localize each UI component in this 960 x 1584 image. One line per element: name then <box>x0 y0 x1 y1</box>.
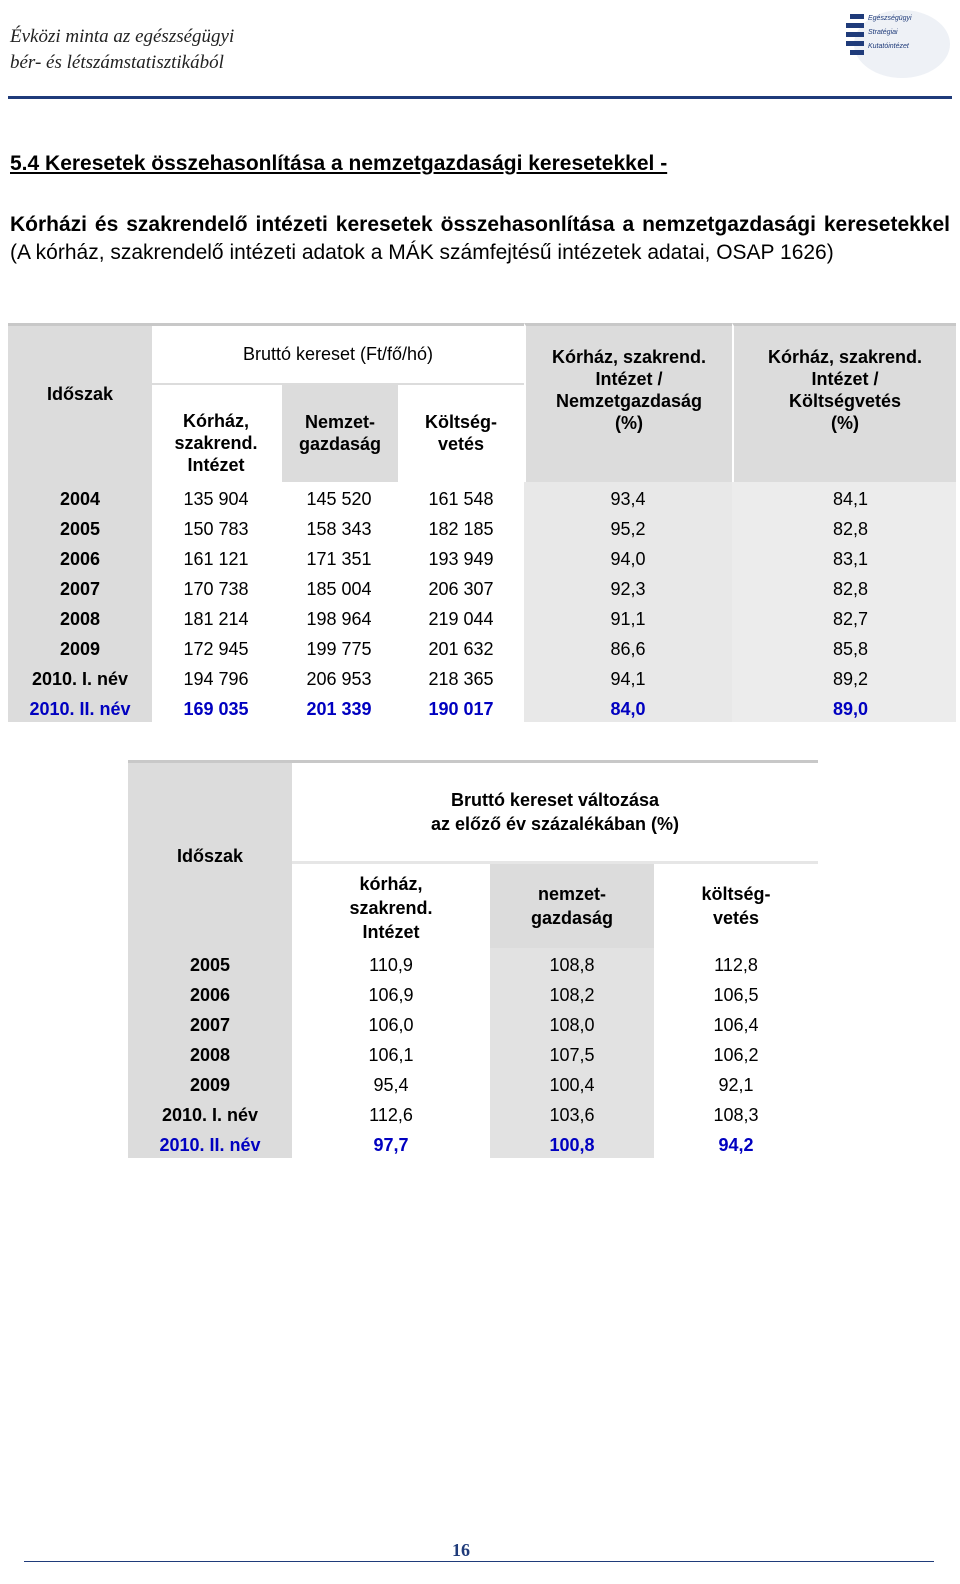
table-row <box>128 948 818 978</box>
table-row <box>8 542 956 572</box>
cell-kolts: 112,8 <box>714 955 758 975</box>
paragraph-bold: Kórházi és szakrendelő intézeti keresetek összehasonlítása a nemzetgazdasági keresetekkel <box>10 213 950 236</box>
col-pct1-line1: Kórház, szakrend. <box>551 347 707 367</box>
cell-korhaz: 170 738 <box>183 579 249 599</box>
cell-pct1: 93,4 <box>524 482 732 512</box>
cell-nemzet: 171 351 <box>306 549 372 569</box>
cell-korhaz: 194 796 <box>183 669 249 689</box>
col2-korhaz-line3: Intézet <box>362 922 420 942</box>
cell-kolts: 106,4 <box>713 1015 759 1035</box>
earnings-comparison-table <box>8 323 956 722</box>
cell-pct2: 89,0 <box>732 692 956 722</box>
cell-kolts: 161 548 <box>428 489 494 509</box>
col-kolts-line1: Költség- <box>425 412 497 433</box>
row-period: 2005 <box>8 512 152 542</box>
earnings-change-table <box>128 760 818 1158</box>
cell-pct1: 86,6 <box>524 632 732 662</box>
col2-nemzet-line2: gazdaság <box>530 908 614 928</box>
cell-pct2: 89,2 <box>732 662 956 692</box>
table-row <box>128 1098 818 1128</box>
footer-rule <box>24 1561 934 1562</box>
col-pct2-line1: Kórház, szakrend. <box>767 347 923 367</box>
cell-korhaz: 106,9 <box>368 985 414 1005</box>
col-korhaz-line1: Kórház, <box>182 411 249 431</box>
cell-nemzet: 199 775 <box>306 639 372 659</box>
row-period: 2009 <box>128 1068 292 1098</box>
table-row <box>8 662 956 692</box>
table-row <box>8 572 956 602</box>
cell-nemzet: 145 520 <box>306 489 372 509</box>
intro-paragraph <box>10 211 950 267</box>
cell-korhaz: 161 121 <box>183 549 249 569</box>
cell-pct2: 82,8 <box>732 572 956 602</box>
cell-kolts: 92,1 <box>718 1075 754 1095</box>
cell-nemzet: 100,4 <box>490 1068 654 1098</box>
col-kolts-2 <box>654 864 818 948</box>
cell-korhaz: 106,1 <box>368 1045 414 1065</box>
cell-nemzet: 206 953 <box>306 669 372 689</box>
cell-kolts: 182 185 <box>428 519 494 539</box>
row-period: 2004 <box>8 482 152 512</box>
cell-pct1: 94,0 <box>524 542 732 572</box>
section-title: 5.4 Keresetek összehasonlítása a nemzetgazdasági keresetekkel - <box>10 152 668 175</box>
table-row <box>128 1038 818 1068</box>
table-row-highlight <box>8 692 956 722</box>
row-period: 2010. II. név <box>128 1128 292 1158</box>
col-group-valtozas <box>292 760 818 864</box>
cell-pct1: 92,3 <box>524 572 732 602</box>
cell-kolts: 206 307 <box>428 579 494 599</box>
col-idoszak: Időszak <box>8 323 152 482</box>
cell-kolts: 219 044 <box>428 609 494 629</box>
group2-line1: Bruttó kereset változása <box>450 790 660 810</box>
col2-korhaz-line2: szakrend. <box>349 898 433 918</box>
cell-nemzet: 108,2 <box>490 978 654 1008</box>
col-pct2-line3: Költségvetés <box>788 391 902 411</box>
col-pct2-line4: (%) <box>831 413 859 433</box>
document-header <box>10 24 234 76</box>
cell-pct1: 91,1 <box>524 602 732 632</box>
cell-korhaz: 95,4 <box>373 1075 409 1095</box>
col-pct1-line2: Intézet / <box>595 369 663 389</box>
col-pct1-line3: Nemzetgazdaság <box>555 391 703 411</box>
row-period: 2007 <box>128 1008 292 1038</box>
cell-pct2: 84,1 <box>732 482 956 512</box>
cell-korhaz: 150 783 <box>183 519 249 539</box>
col-korhaz-line3: Intézet <box>187 455 245 475</box>
cell-pct1: 84,0 <box>524 692 732 722</box>
cell-kolts: 190 017 <box>428 699 494 719</box>
cell-korhaz: 112,6 <box>369 1105 413 1125</box>
row-period: 2009 <box>8 632 152 662</box>
col-group-brutto <box>152 323 524 385</box>
logo-line-3: Kutatóintézet <box>868 43 909 50</box>
col-pct-kolts <box>732 323 956 482</box>
cell-kolts: 218 365 <box>428 669 494 689</box>
col2-kolts-line2: vetés <box>712 908 760 928</box>
col-pct1-line4: (%) <box>615 413 643 433</box>
cell-korhaz: 181 214 <box>183 609 249 629</box>
col-nemzet <box>280 385 398 482</box>
cell-pct1: 94,1 <box>524 662 732 692</box>
cell-korhaz: 172 945 <box>183 639 249 659</box>
row-period: 2006 <box>128 978 292 1008</box>
header-line-1: Évközi minta az egészségügyi <box>10 26 235 47</box>
cell-kolts: 193 949 <box>428 549 494 569</box>
col-nemzet-line1: Nemzet- <box>304 412 375 433</box>
table-row <box>128 1008 818 1038</box>
cell-nemzet: 107,5 <box>490 1038 654 1068</box>
col-korhaz-line2: szakrend. <box>174 433 258 453</box>
col-korhaz <box>152 385 280 482</box>
header-rule <box>8 96 952 99</box>
table-row <box>128 1068 818 1098</box>
col-kolts <box>398 385 524 482</box>
row-period: 2007 <box>8 572 152 602</box>
cell-kolts: 108,3 <box>713 1105 759 1125</box>
table-row-highlight <box>128 1128 818 1158</box>
group2-line2: az előző év százalékában (%) <box>430 814 680 834</box>
cell-nemzet: 103,6 <box>490 1098 654 1128</box>
cell-nemzet: 185 004 <box>306 579 372 599</box>
cell-korhaz: 169 035 <box>183 699 249 719</box>
group-header-text: Bruttó kereset (Ft/fő/hó) <box>242 344 434 365</box>
row-period: 2010. I. név <box>8 662 152 692</box>
cell-nemzet: 201 339 <box>306 699 372 719</box>
page-number: 16 <box>452 1540 470 1560</box>
header-line-2: bér- és létszámstatisztikából <box>10 52 224 73</box>
cell-pct2: 82,7 <box>732 602 956 632</box>
row-period: 2008 <box>128 1038 292 1068</box>
logo-line-1: Egészségügyi <box>868 15 912 22</box>
col-pct-nemzet <box>524 323 732 482</box>
paragraph-rest: (A kórház, szakrendelő intézeti adatok a MÁK számfejtésű intézetek adatai, OSAP 1626) <box>10 241 834 264</box>
cell-nemzet: 198 964 <box>306 609 372 629</box>
cell-kolts: 201 632 <box>428 639 494 659</box>
cell-korhaz: 110,9 <box>369 955 413 975</box>
cell-pct2: 82,8 <box>732 512 956 542</box>
cell-korhaz: 97,7 <box>373 1135 409 1155</box>
logo-line-2: Stratégiai <box>868 29 898 36</box>
cell-kolts: 94,2 <box>718 1135 754 1155</box>
row-period: 2005 <box>128 948 292 978</box>
cell-korhaz: 135 904 <box>183 489 249 509</box>
row-period: 2010. II. név <box>8 692 152 722</box>
cell-kolts: 106,2 <box>713 1045 759 1065</box>
col-pct2-line2: Intézet / <box>811 369 879 389</box>
col-nemzet-2 <box>490 864 654 948</box>
cell-nemzet: 158 343 <box>306 519 372 539</box>
cell-nemzet: 108,8 <box>490 948 654 978</box>
table-row <box>8 602 956 632</box>
cell-pct1: 95,2 <box>524 512 732 542</box>
col2-korhaz-line1: kórház, <box>359 874 423 894</box>
institute-logo <box>840 8 950 80</box>
table-row <box>8 482 956 512</box>
cell-korhaz: 106,0 <box>368 1015 414 1035</box>
col2-kolts-line1: költség- <box>701 884 771 904</box>
table-row <box>128 978 818 1008</box>
col-kolts-line2: vetés <box>437 434 485 455</box>
row-period: 2010. I. név <box>128 1098 292 1128</box>
cell-nemzet: 100,8 <box>490 1128 654 1158</box>
table-row <box>8 512 956 542</box>
col-idoszak-2: Időszak <box>128 760 292 948</box>
cell-pct2: 85,8 <box>732 632 956 662</box>
col-korhaz-2 <box>292 864 490 948</box>
cell-pct2: 83,1 <box>732 542 956 572</box>
col2-nemzet-line1: nemzet- <box>537 884 606 904</box>
row-period: 2006 <box>8 542 152 572</box>
table-row <box>8 632 956 662</box>
col-nemzet-line2: gazdaság <box>298 434 382 455</box>
row-period: 2008 <box>8 602 152 632</box>
cell-kolts: 106,5 <box>713 985 759 1005</box>
cell-nemzet: 108,0 <box>490 1008 654 1038</box>
